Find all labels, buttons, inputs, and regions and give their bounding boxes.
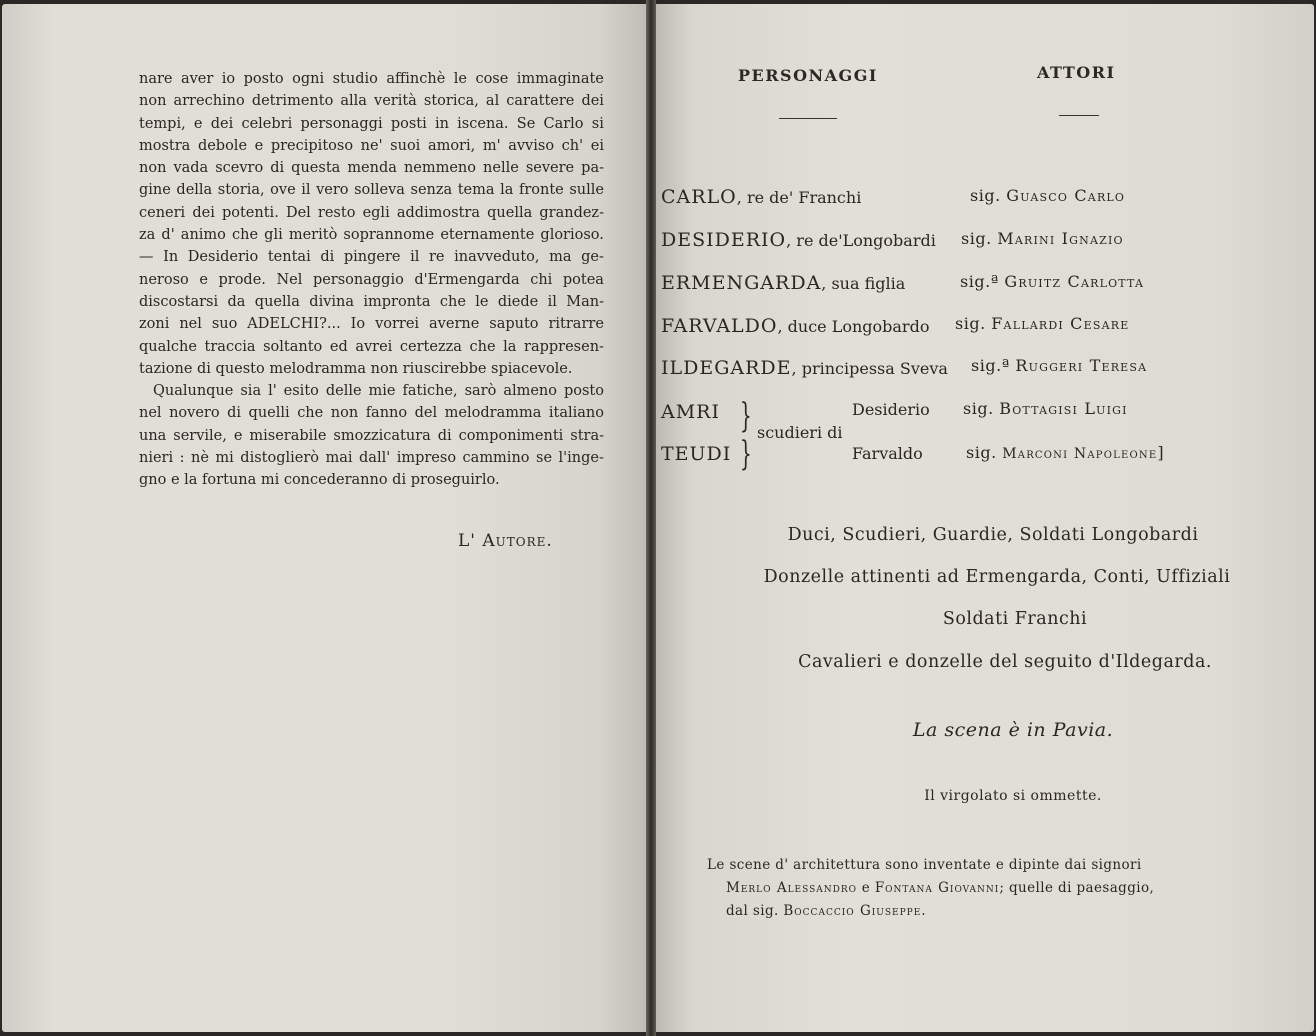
preface-line: discostarsi da quella divina impronta che le diede il Man- (139, 293, 604, 310)
preface-line: Qualunque sia l' esito delle mie fatiche, sarò almeno posto (153, 383, 604, 400)
cast-role-ermengarda: ERMENGARDA, sua figlia (661, 272, 906, 294)
squire-master-farvaldo: Farvaldo (852, 444, 923, 463)
squires-shared-label: scudieri di (757, 423, 843, 442)
squire-master-desiderio: Desiderio (852, 400, 930, 419)
header-rule-right (1059, 115, 1099, 116)
cast-role-desiderio: DESIDERIO, re de'Longobardi (661, 229, 936, 251)
preface-line: non arrechino detrimento alla verità storica, al carattere dei (139, 93, 604, 110)
preface-line: nieri : nè mi distoglierò mai dall' impreso cammino se l'inge- (139, 450, 604, 467)
cast-actor-carlo: sig. Guasco Carlo (970, 186, 1126, 205)
preface-line: nare aver io posto ogni studio affinchè le cose immaginate (139, 71, 604, 87)
preface-line: nel novero di quelli che non fanno del melodramma italiano (139, 405, 604, 422)
author-signature: L' Autore. (458, 531, 553, 551)
cast-role-farvaldo: FARVALDO, duce Longobardo (661, 315, 930, 337)
right-page (652, 4, 1314, 1032)
setting-line: La scena è in Pavia. (912, 719, 1114, 741)
cast-role-ildegarde: ILDEGARDE, principessa Sveva (661, 357, 948, 379)
cast-actor-farvaldo: sig. Fallardi Cesare (955, 314, 1130, 333)
scenery-note-line1: Le scene d' architettura sono inventate e dipinte dai signori (707, 857, 1142, 873)
preface-line: gno e la fortuna mi concederanno di proseguirlo. (139, 472, 500, 489)
preface-line: gine della storia, ove il vero solleva senza tema la fronte sulle (139, 182, 604, 199)
preface-line: tempi, e dei celebri personaggi posti in iscena. Se Carlo si (139, 115, 604, 132)
preface-line: non vada scevro di questa menda nemmeno nelle severe pa- (139, 160, 604, 177)
header-attori: ATTORI (1037, 63, 1116, 82)
scenery-note-line3: dal sig. Boccaccio Giuseppe. (726, 903, 927, 919)
cast-role-carlo: CARLO, re de' Franchi (661, 186, 862, 208)
cast-role-amri: AMRI (661, 401, 720, 423)
preface-line: mostra debole e precipitoso ne' suoi amori, m' avviso ch' ei (139, 137, 604, 154)
preface-line: qualche traccia soltanto ed avrei certezza che la rappresen- (139, 338, 604, 355)
cast-actor-ildegarde: sig.ª Ruggeri Teresa (971, 356, 1148, 375)
cast-actor-teudi: sig. Marconi Napoleone] (966, 443, 1165, 462)
chorus-line: Cavalieri e donzelle del seguito d'Ildegarda. (798, 652, 1212, 672)
chorus-line: Duci, Scudieri, Guardie, Soldati Longobardi (787, 525, 1199, 545)
preface-line: zoni nel suo ADELCHI?... Io vorrei averne saputo ritrarre (139, 316, 604, 333)
book-gutter (646, 0, 656, 1036)
preface-line: — In Desiderio tentai di pingere il re inavveduto, ma ge- (139, 249, 604, 266)
header-personaggi: PERSONAGGI (738, 66, 878, 85)
cast-role-teudi: TEUDI (661, 443, 732, 465)
header-rule-left (779, 118, 837, 119)
chorus-line: Soldati Franchi (942, 609, 1088, 629)
cast-actor-amri: sig. Bottagisi Luigi (963, 399, 1128, 418)
left-brace-icon: } (739, 434, 752, 474)
preface-line: za d' animo che gli meritò soprannome eternamente glorioso. (139, 227, 604, 244)
preface-line: neroso e prode. Nel personaggio d'Ermengarda chi potea (139, 271, 604, 288)
preface-text (139, 68, 604, 492)
left-brace-icon: } (739, 396, 752, 436)
chorus-line: Donzelle attinenti ad Ermengarda, Conti, Uffiziali (763, 567, 1231, 587)
show-through-text (122, 444, 642, 944)
preface-line: ceneri dei potenti. Del resto egli addimostra quella grandez- (139, 204, 604, 221)
cast-actor-ermengarda: sig.ª Gruitz Carlotta (960, 272, 1145, 291)
omission-note: Il virgolato si ommette. (924, 788, 1102, 804)
preface-line: una servile, e miserabile smozzicatura di componimenti stra- (139, 427, 604, 444)
cast-actor-desiderio: sig. Marini Ignazio (961, 229, 1124, 248)
preface-line: tazione di questo melodramma non riuscirebbe spiacevole. (139, 360, 573, 377)
scenery-note-line2: Merlo Alessandro e Fontana Giovanni; quelle di paesaggio, (726, 880, 1155, 896)
